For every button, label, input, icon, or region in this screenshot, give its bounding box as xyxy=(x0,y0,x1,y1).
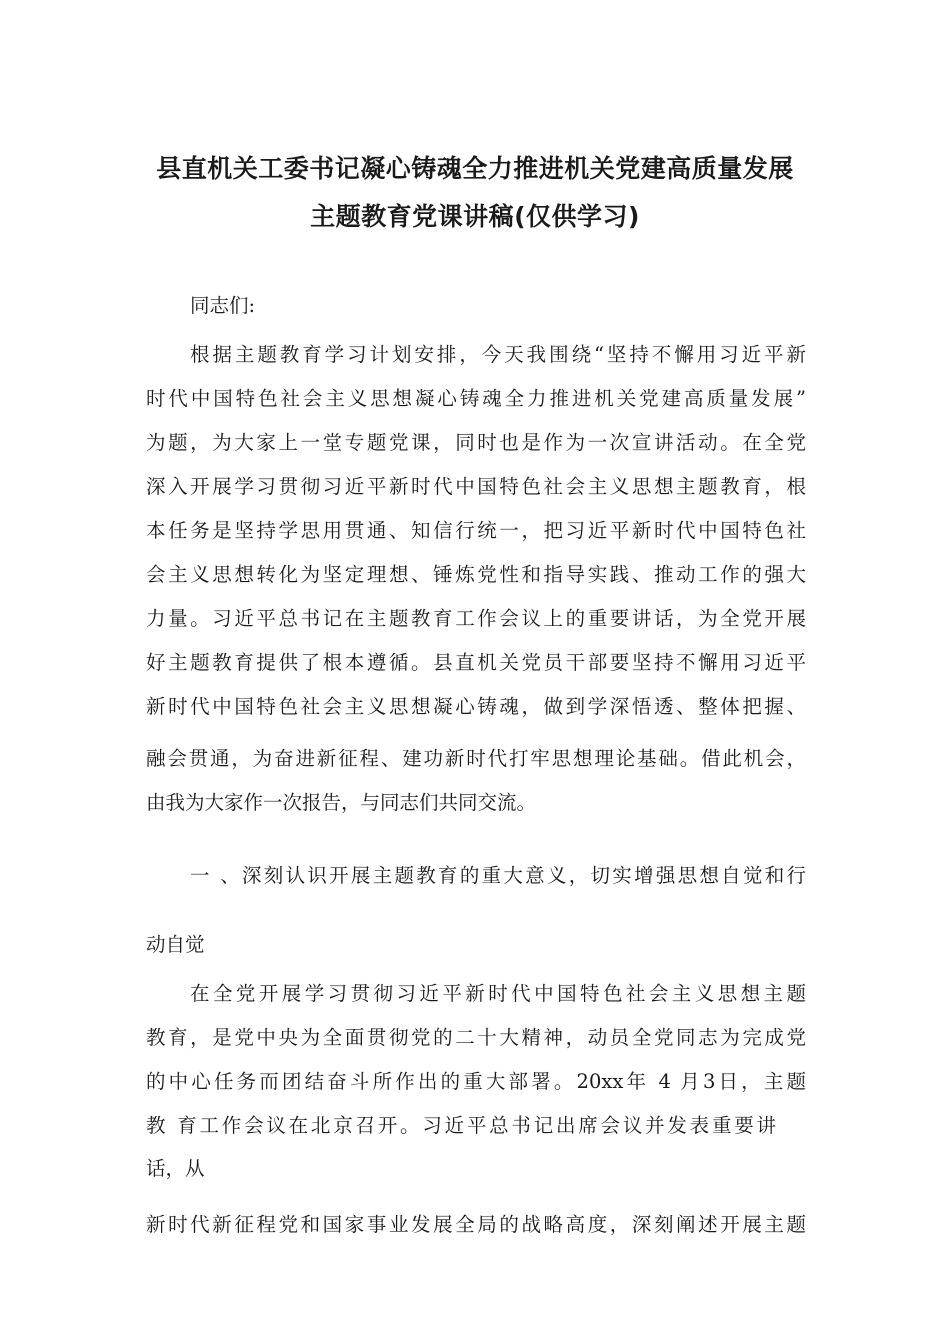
body-line: 深入开展学习贯彻习近平新时代中国特色社会主义思想主题教育，根 xyxy=(146,475,806,498)
document-title-line-1: 县直机关工委书记凝心铸魂全力推进机关党建高质量发展 xyxy=(156,154,794,183)
section-heading-1: 一 、深刻认识开展主题教育的重大意义，切实增强思想自觉和行 xyxy=(190,864,806,887)
body-line: 新时代新征程党和国家事业发展全局的战略高度，深刻阐述开展主题 xyxy=(146,1213,806,1236)
body-line: 好主题教育提供了根本遵循。县直机关党员干部要坚持不懈用习近平 xyxy=(146,651,806,674)
body-line: 在全党开展学习贯彻习近平新时代中国特色社会主义思想主题 xyxy=(190,982,806,1005)
body-line: 新时代中国特色社会主义思想凝心铸魂，做到学深悟透、整体把握、 xyxy=(146,695,806,718)
salutation: 同志们: xyxy=(190,294,256,317)
body-line: 力量。习近平总书记在主题教育工作会议上的重要讲话，为全党开展 xyxy=(146,607,806,630)
body-line: 由我为大家作一次报告，与同志们共同交流。 xyxy=(146,791,537,814)
body-line: 会主义思想转化为坚定理想、锤炼党性和指导实践、推动工作的强大 xyxy=(146,563,806,586)
body-line: 融会贯通，为奋进新征程、建功新时代打牢思想理论基础。借此机会， xyxy=(146,747,806,770)
body-line: 教育，是党中央为全面贯彻党的二十大精神，动员全党同志为完成党 xyxy=(146,1026,806,1049)
body-line: 话，从 xyxy=(146,1157,205,1180)
body-line: 根据主题教育学习计划安排，今天我围绕“坚持不懈用习近平新 xyxy=(190,343,806,366)
document-title-line-2: 主题教育党课讲稿(仅供学习) xyxy=(310,202,640,231)
body-line: 时代中国特色社会主义思想凝心铸魂全力推进机关党建高质量发展” xyxy=(146,387,806,410)
body-line: 本任务是坚持学思用贯通、知信行统一，把习近平新时代中国特色社 xyxy=(146,519,806,542)
body-line: 为题，为大家上一堂专题党课，同时也是作为一次宣讲活动。在全党 xyxy=(146,431,806,454)
section-heading-1-continued: 动自觉 xyxy=(146,933,205,956)
body-line: 的中心任务而团结奋斗所作出的重大部署。20xx年 4 月3日，主题 xyxy=(146,1070,806,1093)
body-line: 教 育工作会议在北京召开。习近平总书记出席会议并发表重要讲 xyxy=(146,1114,776,1137)
